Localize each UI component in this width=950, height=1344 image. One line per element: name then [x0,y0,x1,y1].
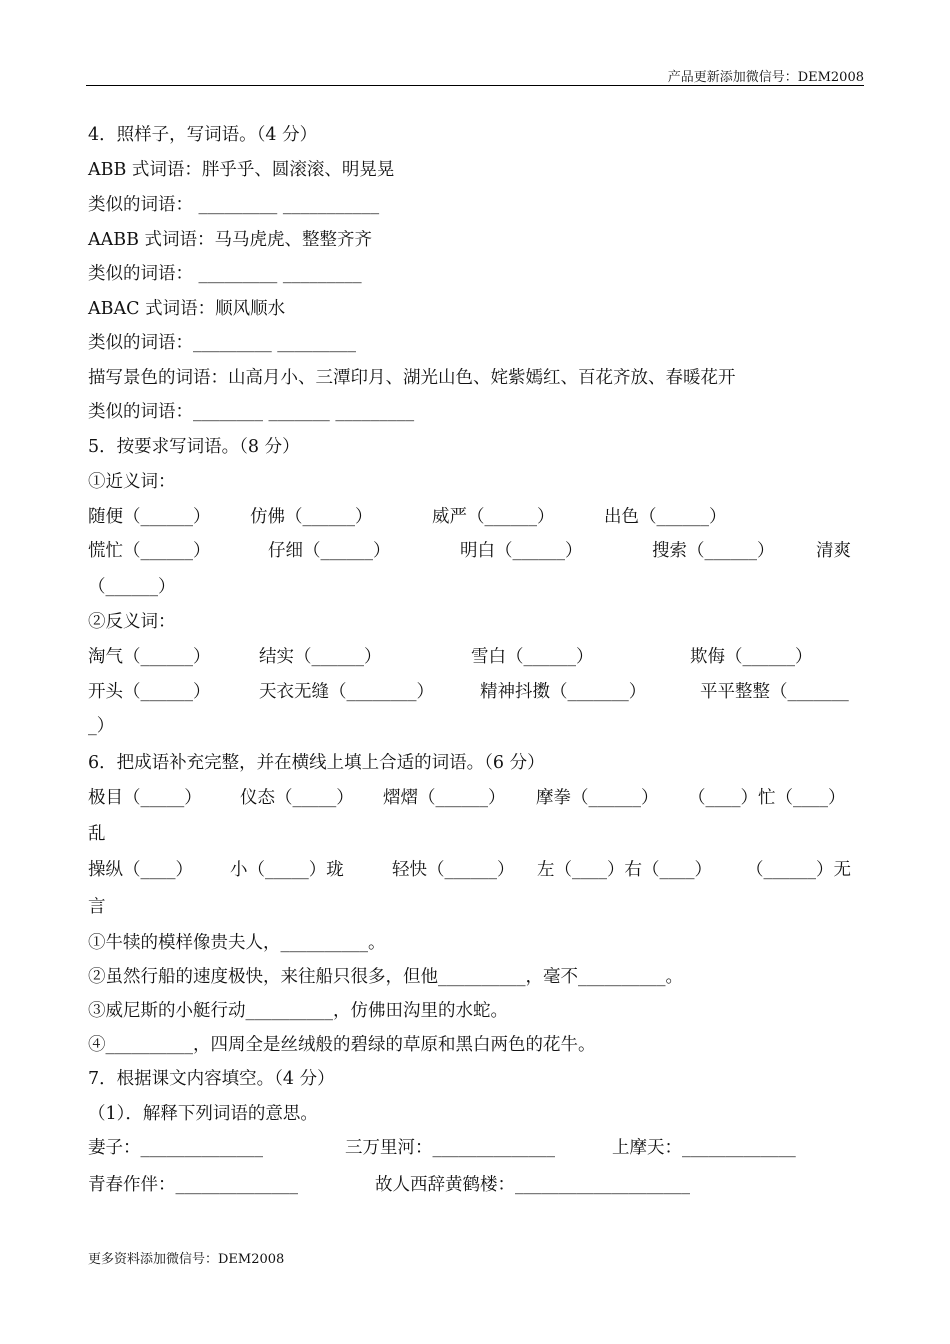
q6-idiom-item: 小（_____）珑 [230,860,344,880]
q6-idiom-item: 轻快（______） [392,860,515,880]
q7-item: 故人西辞黄鹤楼：____________________ [375,1175,690,1195]
q4-aabb-line: AABB 式词语：马马虎虎、整整齐齐 [88,230,373,250]
q6-idiom-item: 操纵（____） [88,860,193,880]
q5-syn-item: 威严（______） [432,507,555,527]
q5-syn-item: 搜索（______） [652,541,775,561]
header-text: 产品更新添加微信号：DEM2008 [667,70,864,85]
q4-similar-3: 类似的词语：_________ _________ [88,333,357,353]
q6-sentence-1: ①牛犊的模样像贵夫人，__________。 [88,933,386,953]
q7-title: 7．根据课文内容填空。（4 分） [88,1069,335,1089]
footer-text: 更多资料添加微信号：DEM2008 [88,1252,285,1267]
q6-idiom-item: （____）忙（____） [688,788,846,808]
header-rule [86,85,864,86]
q4-scenery-line: 描写景色的词语：山高月小、三潭印月、湖光山色、姹紫嫣红、百花齐放、春暖花开 [88,368,736,388]
q5-title: 5．按要求写词语。（8 分） [88,437,300,457]
q5-ant-item: 结实（______） [259,647,382,667]
q5-syn-item: 清爽 [816,541,851,561]
q5-syn-wrap: （______） [88,577,176,597]
q4-similar-1: 类似的词语： _________ ___________ [88,195,380,215]
q4-similar-2: 类似的词语： _________ _________ [88,264,362,284]
q5-ant-item: 天衣无缝（________） [259,682,434,702]
q5-ant-wrap: _） [88,716,115,736]
q6-sentence-2: ②虽然行船的速度极快，来往船只很多，但他__________，毫不__________。 [88,967,683,987]
q5-ant-item: 精神抖擞（_______） [480,682,647,702]
q5-ant-item: 平平整整（_______ [700,682,849,702]
q5-ant-item: 淘气（______） [88,647,211,667]
q4-abb-line: ABB 式词语：胖乎乎、圆滚滚、明晃晃 [88,160,395,180]
q6-sentence-3: ③威尼斯的小艇行动__________，仿佛田沟里的水蛇。 [88,1001,508,1021]
q5-syn-item: 慌忙（______） [88,541,211,561]
q6-idiom-item: 左（____）右（____） [537,860,712,880]
q6-idiom-item: 摩拳（______） [536,788,659,808]
q5-ant-item: 雪白（______） [471,647,594,667]
q6-idiom-item: （______）无 [746,860,851,880]
q6-idiom-item: 仪态（_____） [240,788,354,808]
q6-title: 6．把成语补充完整，并在横线上填上合适的词语。（6 分） [88,753,545,773]
q5-syn-item: 仔细（______） [268,541,391,561]
q7-item: 青春作伴：______________ [88,1175,298,1195]
q6-idiom-item: 极目（_____） [88,788,202,808]
q6-sentence-4: ④__________，四周全是丝绒般的碧绿的草原和黑白两色的花牛。 [88,1035,596,1055]
q4-abac-line: ABAC 式词语：顺风顺水 [88,299,286,319]
q5-syn-item: 出色（______） [604,507,727,527]
q7-sub-1: （1）．解释下列词语的意思。 [88,1104,318,1124]
q5-antonym-label: ②反义词： [88,612,176,632]
q6-row1-wrap: 乱 [88,824,106,844]
q7-item: 上摩天：_____________ [612,1138,796,1158]
q6-row2-wrap: 言 [88,897,106,917]
q5-syn-item: 明白（______） [460,541,583,561]
q6-idiom-item: 熠熠（______） [383,788,506,808]
q5-ant-item: 欺侮（______） [690,647,813,667]
q5-ant-item: 开头（______） [88,682,211,702]
q5-synonym-label: ①近义词： [88,472,176,492]
q5-syn-item: 随便（______） [88,507,211,527]
q4-similar-4: 类似的词语：________ _______ _________ [88,402,415,422]
q4-title: 4．照样子，写词语。（4 分） [88,125,318,145]
q7-item: 三万里河：______________ [345,1138,555,1158]
q5-syn-item: 仿佛（______） [250,507,373,527]
q7-item: 妻子：______________ [88,1138,263,1158]
